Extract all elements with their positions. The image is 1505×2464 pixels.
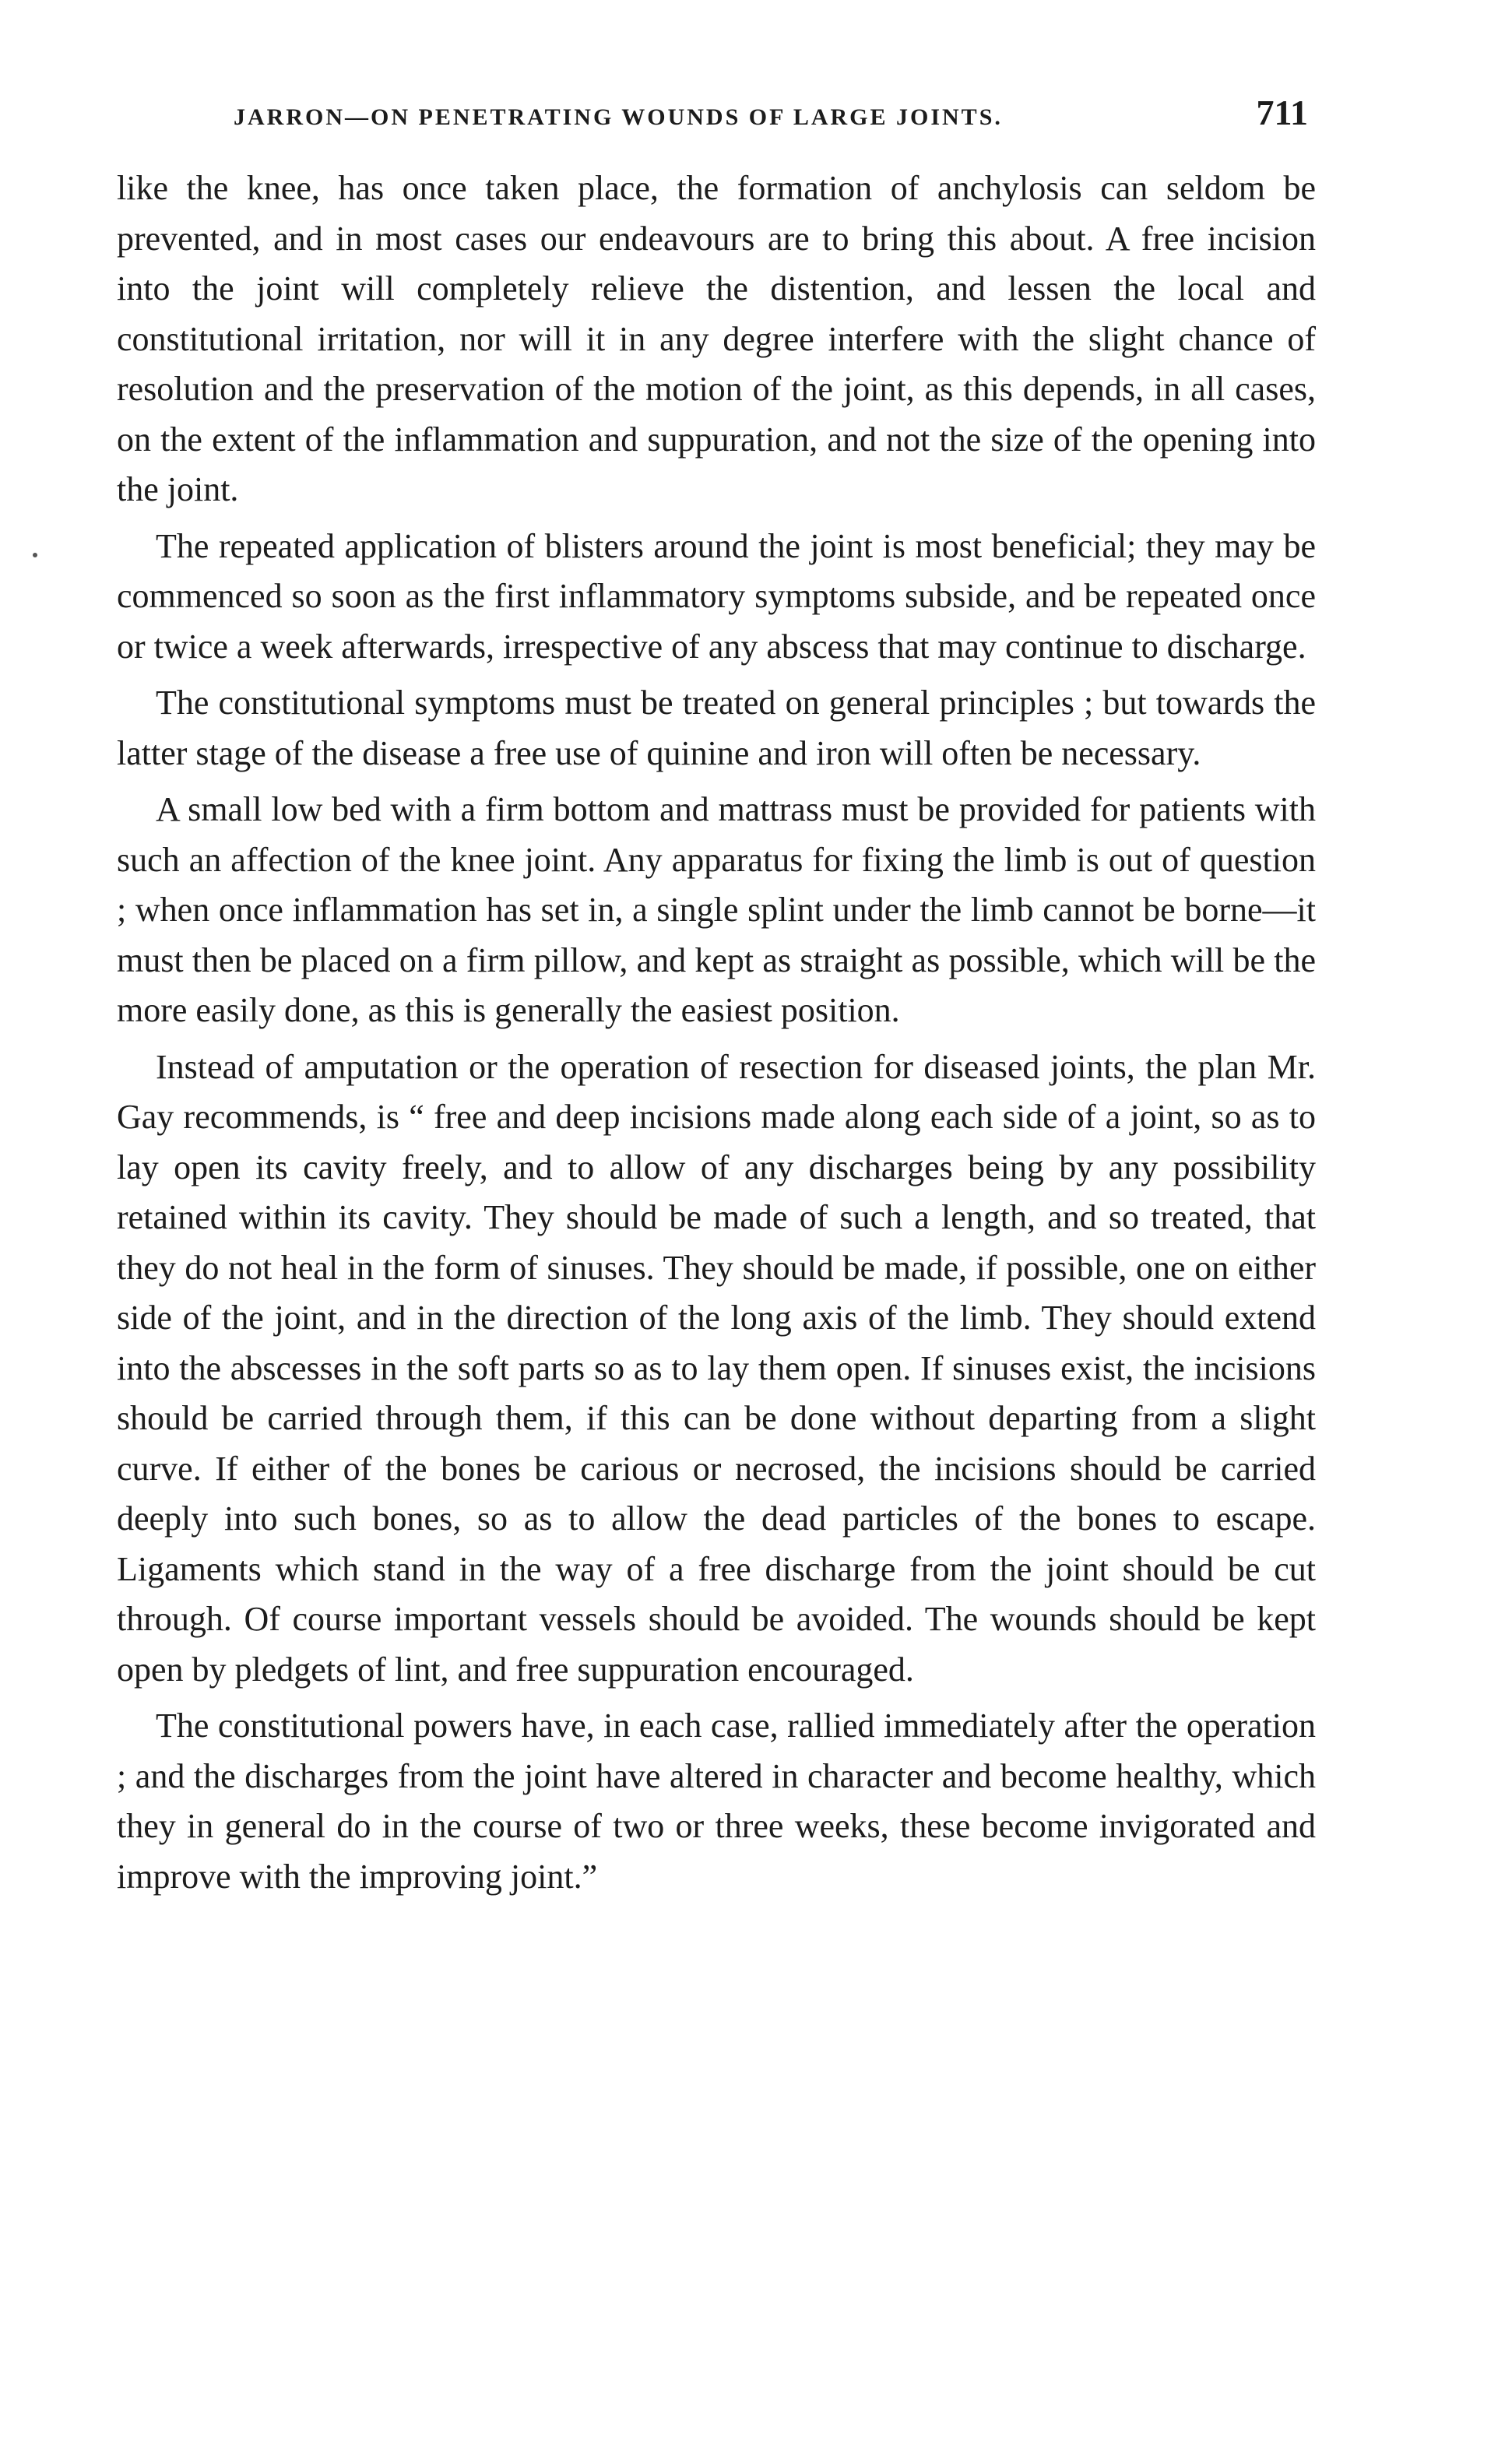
book-page <box>117 92 1316 2412</box>
paragraph-2: The repeated application of blisters around the joint is most beneficial; they may be commenced so soon as the first inflammatory symptoms subside, and be repeated once or twice a week afterwards, irrespective of any abscess that may continue to discharge. <box>117 526 1316 666</box>
running-title: JARRON—ON PENETRATING WOUNDS OF LARGE JOINTS. <box>234 104 1003 130</box>
margin-mark <box>33 553 37 557</box>
paragraph-1: like the knee, has once taken place, the formation of anchylosis can seldom be prevented, and in most cases our endeavours are to bring this about. A free incision into the joint will completely relieve the distention, and lessen the local and constitutional irritation, nor will it in any degree interfere with the slight chance of resolution and the preservation of the motion of the joint, as this depends, in all cases, on the extent of the inflammation and suppuration, and not the size of the opening into the joint. <box>117 169 1316 508</box>
paragraph-3: The constitutional symptoms must be treated on general principles ; but towards the latter stage of the disease a free use of quinine and iron will often be necessary. <box>117 684 1316 772</box>
running-head <box>117 92 1316 146</box>
page-number: 711 <box>1256 93 1308 132</box>
paragraph-4: A small low bed with a firm bottom and mattrass must be provided for patients with such an affection of the knee joint. Any apparatus for fixing the limb is out of question ; when once inflammation has set in, a single splint under the limb cannot be borne—it must then be placed on a firm pillow, and kept as straight as possible, which will be the more easily done, as this is generally the easiest position. <box>117 790 1316 1029</box>
paragraph-6: The constitutional powers have, in each case, rallied immediately after the operation ; and the discharges from the joint have altered in character and become healthy, which they in general do in the course of two or three weeks, these become invigorated and improve with the improving joint.” <box>117 1707 1316 1896</box>
paragraph-5: Instead of amputation or the operation of resection for diseased joints, the plan Mr. Gay recommends, is “ free and deep incisions made along each side of a joint, so as to lay open its cavity freely, and to allow of any discharges being by any possibility retained within its cavity. They should be made of such a length, and so treated, that they do not heal in the form of sinuses. They should be made, if possible, one on either side of the joint, and in the direction of the long axis of the limb. They should extend into the abscesses in the soft parts so as to lay them open. If sinuses exist, the incisions should be carried through them, if this can be done without departing from a slight curve. If either of the bones be carious or necrosed, the incisions should be carried deeply into such bones, so as to allow the dead particles of the bones to escape. Ligaments which stand in the way of a free discharge from the joint should be cut through. Of course important vessels should be avoided. The wounds should be kept open by pledgets of lint, and free suppuration encouraged. <box>117 1047 1316 1689</box>
body-text <box>117 163 1316 1902</box>
